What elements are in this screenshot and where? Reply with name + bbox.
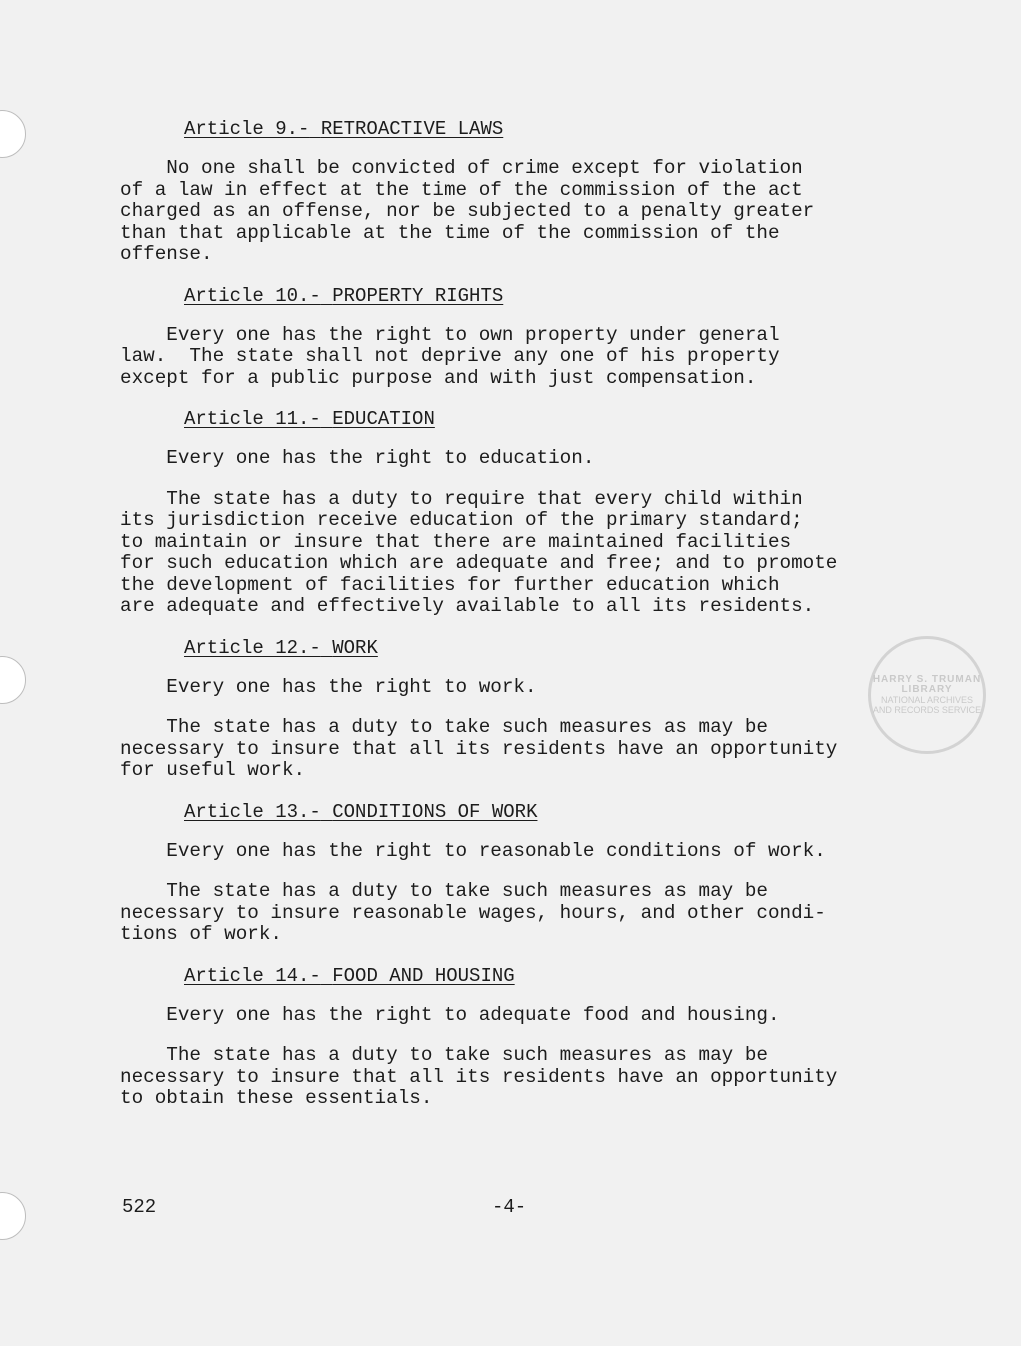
punch-hole bbox=[0, 110, 26, 158]
stamp-ring-text: HARRY S. TRUMAN LIBRARY bbox=[872, 674, 982, 695]
article-section bbox=[120, 118, 930, 266]
document-number: 522 bbox=[122, 1196, 157, 1218]
article-title: EDUCATION bbox=[332, 408, 435, 430]
article-heading bbox=[184, 965, 930, 987]
punch-hole bbox=[0, 656, 26, 704]
article-list bbox=[120, 118, 930, 1129]
article-title: WORK bbox=[332, 636, 378, 659]
archive-stamp bbox=[868, 636, 986, 754]
article-paragraph: Every one has the right to adequate food and housing. bbox=[120, 1003, 780, 1026]
article-section bbox=[120, 965, 930, 1110]
article-heading bbox=[184, 408, 930, 430]
article-heading bbox=[184, 637, 930, 659]
article-number: Article 11.- bbox=[184, 408, 321, 430]
article-heading bbox=[184, 118, 930, 140]
article-paragraph: Every one has the right to own property under general law. The state shall not deprive any one of his property except for a public purpose and with just compensation. bbox=[120, 323, 780, 389]
article-title: RETROACTIVE LAWS bbox=[320, 118, 504, 140]
page-number: -4- bbox=[492, 1196, 527, 1218]
article-number: Article 12.- bbox=[184, 636, 321, 659]
article-paragraph: Every one has the right to work. bbox=[120, 675, 537, 698]
article-heading bbox=[184, 801, 930, 823]
article-paragraph: The state has a duty to take such measures as may be necessary to insure that all its residents have an opportunity to obtain these essentials. bbox=[120, 1044, 838, 1109]
article-section bbox=[120, 408, 930, 618]
article-paragraph: Every one has the right to education. bbox=[120, 447, 595, 469]
article-number: Article 9.- bbox=[184, 118, 310, 140]
article-heading bbox=[184, 285, 930, 307]
article-number: Article 10.- bbox=[184, 284, 321, 307]
stamp-center-text: NATIONAL ARCHIVES AND RECORDS SERVICE bbox=[872, 695, 982, 715]
article-number: Article 13.- bbox=[184, 800, 321, 823]
article-title: CONDITIONS OF WORK bbox=[332, 800, 538, 823]
article-section bbox=[120, 801, 930, 946]
article-paragraph: No one shall be convicted of crime except for violation of a law in effect at the time of the commission of the act charged as an offense, nor be subjected to a penalty greater than that applicable at the time of the commission of the offense. bbox=[120, 157, 815, 265]
article-paragraph: The state has a duty to require that every child within its jurisdiction receive education of the primary standard; to maintain or insure that there are maintained facilities for such education which are adequate and free; and to promote the development of facilities for further education which are adequate and effectively available to all its residents. bbox=[120, 487, 838, 617]
article-paragraph: Every one has the right to reasonable conditions of work. bbox=[120, 839, 826, 862]
article-paragraph: The state has a duty to take such measures as may be necessary to insure that all its residents have an opportunity for useful work. bbox=[120, 716, 838, 781]
article-title: PROPERTY RIGHTS bbox=[332, 284, 504, 307]
article-section bbox=[120, 285, 930, 390]
article-number: Article 14.- bbox=[184, 964, 321, 987]
punch-hole bbox=[0, 1192, 26, 1240]
article-paragraph: The state has a duty to take such measures as may be necessary to insure reasonable wages, hours, and other condi- tions of work. bbox=[120, 880, 826, 945]
article-title: FOOD AND HOUSING bbox=[332, 964, 515, 987]
article-section bbox=[120, 637, 930, 782]
